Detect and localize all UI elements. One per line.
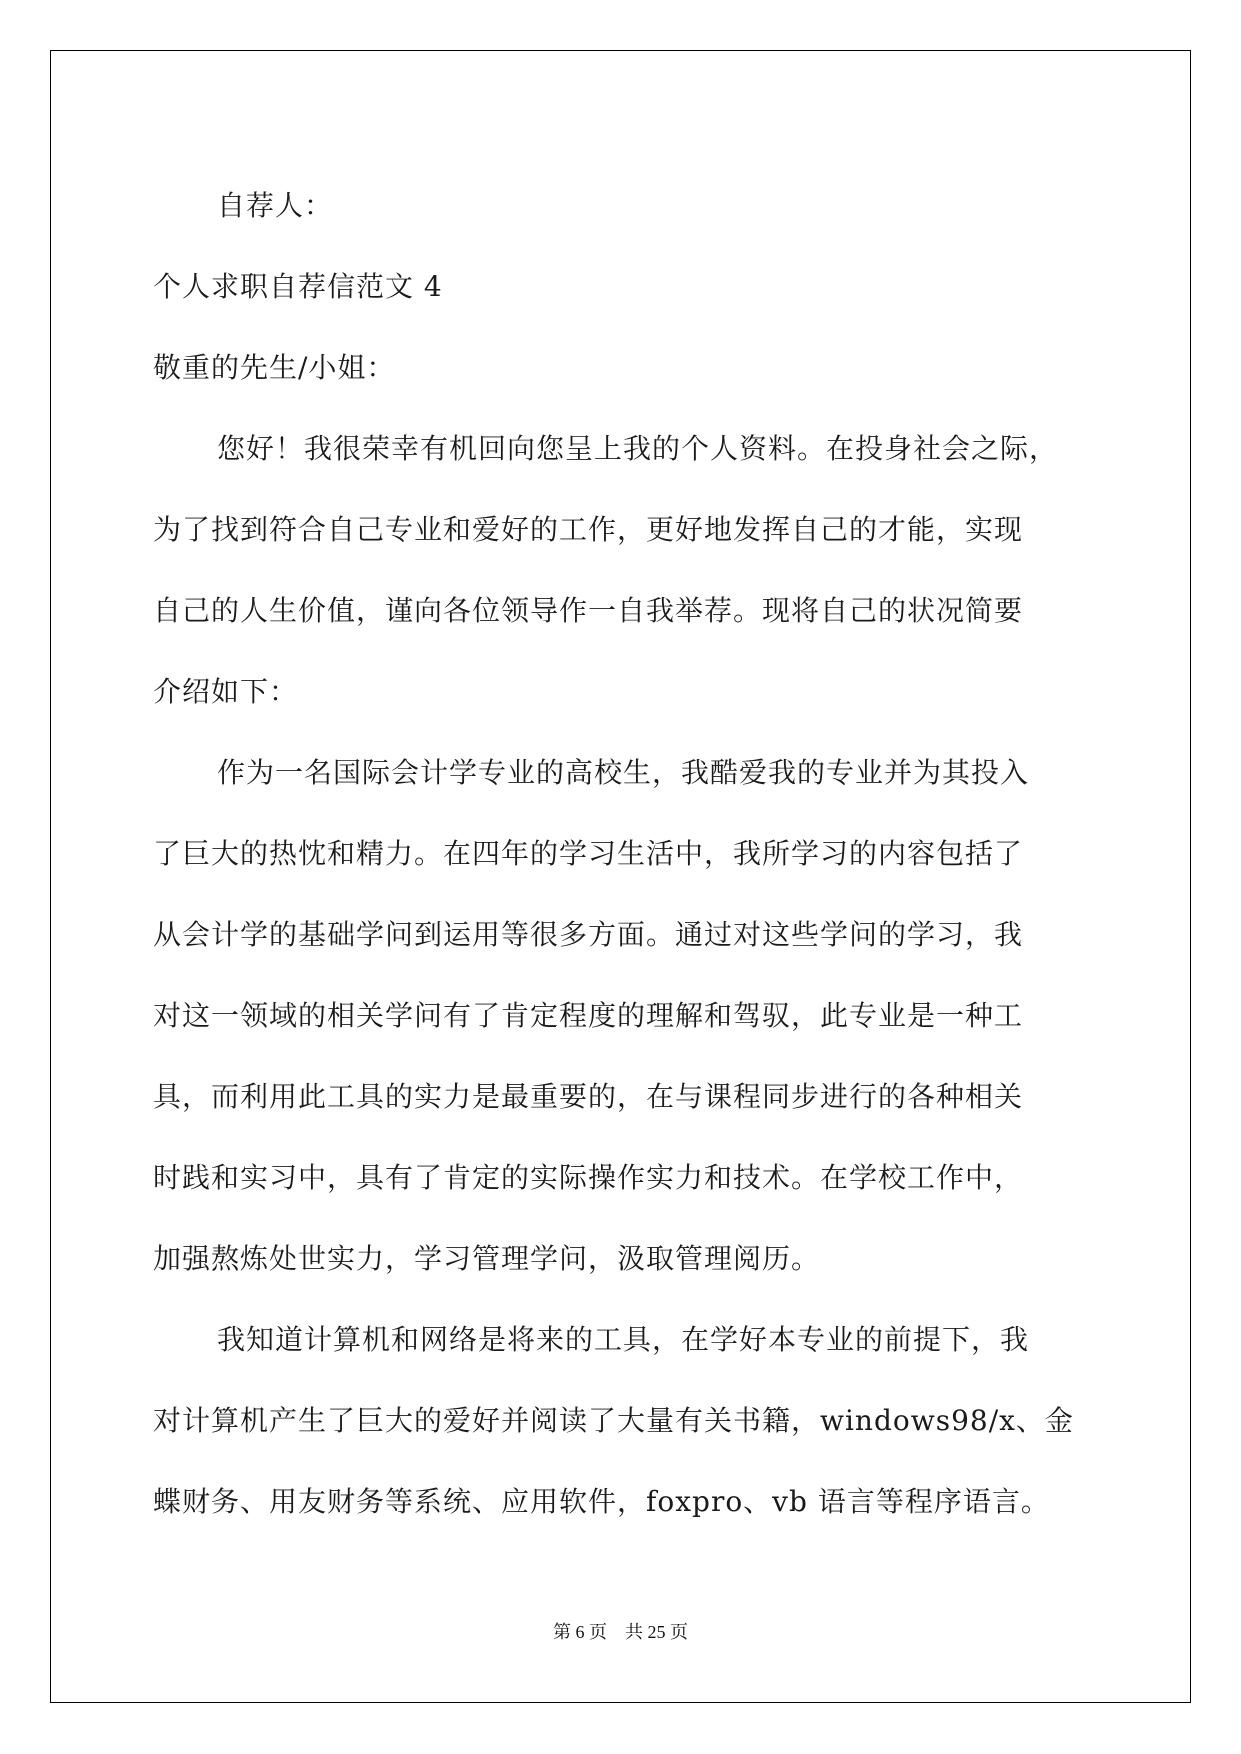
paragraph-line: 了巨大的热忱和精力。在四年的学习生活中，我所学习的内容包括了 xyxy=(153,837,1024,870)
paragraph-line: 从会计学的基础学问到运用等很多方面。通过对这些学问的学习，我 xyxy=(153,918,1024,951)
paragraph-line: 自己的人生价值，谨向各位领导作一自我举荐。现将自己的状况简要 xyxy=(153,594,1024,627)
paragraph-line: 加强熬炼处世实力，学习管理学问，汲取管理阅历。 xyxy=(153,1242,821,1275)
paragraph-line: 自荐人： xyxy=(217,189,334,222)
paragraph-line: 蝶财务、用友财务等系统、应用软件，foxpro、vb 语言等程序语言。 xyxy=(153,1485,1050,1518)
paragraph-line: 作为一名国际会计学专业的高校生，我酷爱我的专业并为其投入 xyxy=(217,756,1030,789)
paragraph-line: 具，而利用此工具的实力是最重要的，在与课程同步进行的各种相关 xyxy=(153,1080,1024,1113)
document-body xyxy=(153,165,1093,1542)
paragraph-line: 我知道计算机和网络是将来的工具，在学好本专业的前提下，我 xyxy=(217,1323,1030,1356)
page-number: 第 6 页 共 25 页 xyxy=(553,1622,688,1642)
paragraph-line: 敬重的先生/小姐： xyxy=(153,351,396,384)
paragraph-line: 对这一领域的相关学问有了肯定程度的理解和驾驭，此专业是一种工 xyxy=(153,999,1024,1032)
paragraph-line: 对计算机产生了巨大的爱好并阅读了大量有关书籍，windows98/x、金 xyxy=(153,1404,1074,1437)
paragraph-line: 您好！我很荣幸有机回向您呈上我的个人资料。在投身社会之际， xyxy=(217,432,1059,465)
paragraph-line: 个人求职自荐信范文 4 xyxy=(153,270,443,303)
paragraph-line: 介绍如下： xyxy=(153,675,299,708)
paragraph-line: 时践和实习中，具有了肯定的实际操作实力和技术。在学校工作中， xyxy=(153,1161,1024,1194)
paragraph-line: 为了找到符合自己专业和爱好的工作，更好地发挥自己的才能，实现 xyxy=(153,513,1024,546)
